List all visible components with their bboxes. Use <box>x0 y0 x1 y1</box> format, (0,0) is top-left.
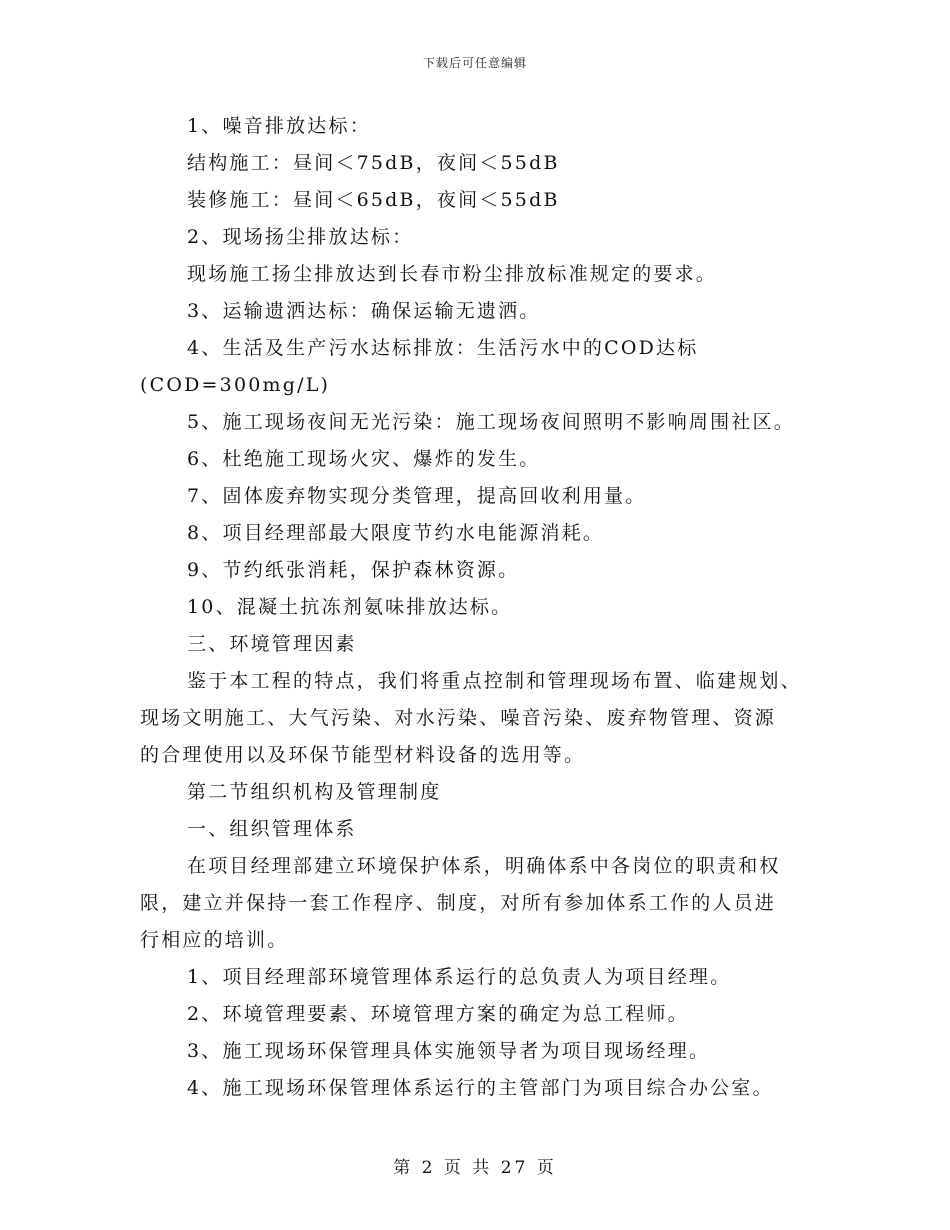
paragraph: 1、项目经理部环境管理体系运行的总负责人为项目经理。 <box>187 966 732 988</box>
page-header-note: 下载后可任意编辑 <box>422 56 527 70</box>
document-body <box>140 108 820 1107</box>
paragraph: 2、环境管理要素、环境管理方案的确定为总工程师。 <box>187 1003 689 1025</box>
paragraph: 现场施工扬尘排放达到长春市粉尘排放标准规定的要求。 <box>187 263 718 285</box>
paragraph: 的合理使用以及环保节能型材料设备的选用等。 <box>140 744 586 766</box>
paragraph: (COD=300mg/L) <box>140 374 331 396</box>
paragraph: 行相应的培训。 <box>140 929 289 951</box>
paragraph: 4、施工现场环保管理体系运行的主管部门为项目综合办公室。 <box>187 1077 774 1099</box>
paragraph: 现场文明施工、大气污染、对水污染、噪音污染、废弃物管理、资源 <box>140 707 777 729</box>
paragraph: 1、噪音排放达标： <box>187 115 371 137</box>
paragraph: 5、施工现场夜间无光污染：施工现场夜间照明不影响周围社区。 <box>187 411 795 433</box>
section-heading: 第二节组织机构及管理制度 <box>187 781 442 803</box>
paragraph: 10、混凝土抗冻剂氨味排放达标。 <box>187 596 513 618</box>
paragraph: 3、施工现场环保管理具体实施领导者为项目现场经理。 <box>187 1040 711 1062</box>
paragraph: 3、运输遗洒达标：确保运输无遗洒。 <box>187 300 541 322</box>
paragraph: 结构施工：昼间＜75dB，夜间＜55dB <box>187 152 560 174</box>
page-number: 第 2 页 共 27 页 <box>393 1158 557 1178</box>
section-heading: 一、组织管理体系 <box>187 818 357 840</box>
paragraph: 9、节约纸张消耗，保护森林资源。 <box>187 559 520 581</box>
paragraph: 在项目经理部建立环境保护体系，明确体系中各岗位的职责和权 <box>187 855 781 877</box>
paragraph: 8、项目经理部最大限度节约水电能源消耗。 <box>187 522 605 544</box>
paragraph: 4、生活及生产污水达标排放：生活污水中的COD达标 <box>187 337 699 359</box>
section-heading: 三、环境管理因素 <box>187 633 357 655</box>
paragraph: 6、杜绝施工现场火灾、爆炸的发生。 <box>187 448 541 470</box>
paragraph: 2、现场扬尘排放达标： <box>187 226 414 248</box>
paragraph: 鉴于本工程的特点，我们将重点控制和管理现场布置、临建规划、 <box>187 670 802 692</box>
paragraph: 装修施工：昼间＜65dB，夜间＜55dB <box>187 189 560 211</box>
paragraph: 7、固体废弃物实现分类管理，提高回收利用量。 <box>187 485 647 507</box>
paragraph: 限，建立并保持一套工作程序、制度，对所有参加体系工作的人员进 <box>140 892 777 914</box>
